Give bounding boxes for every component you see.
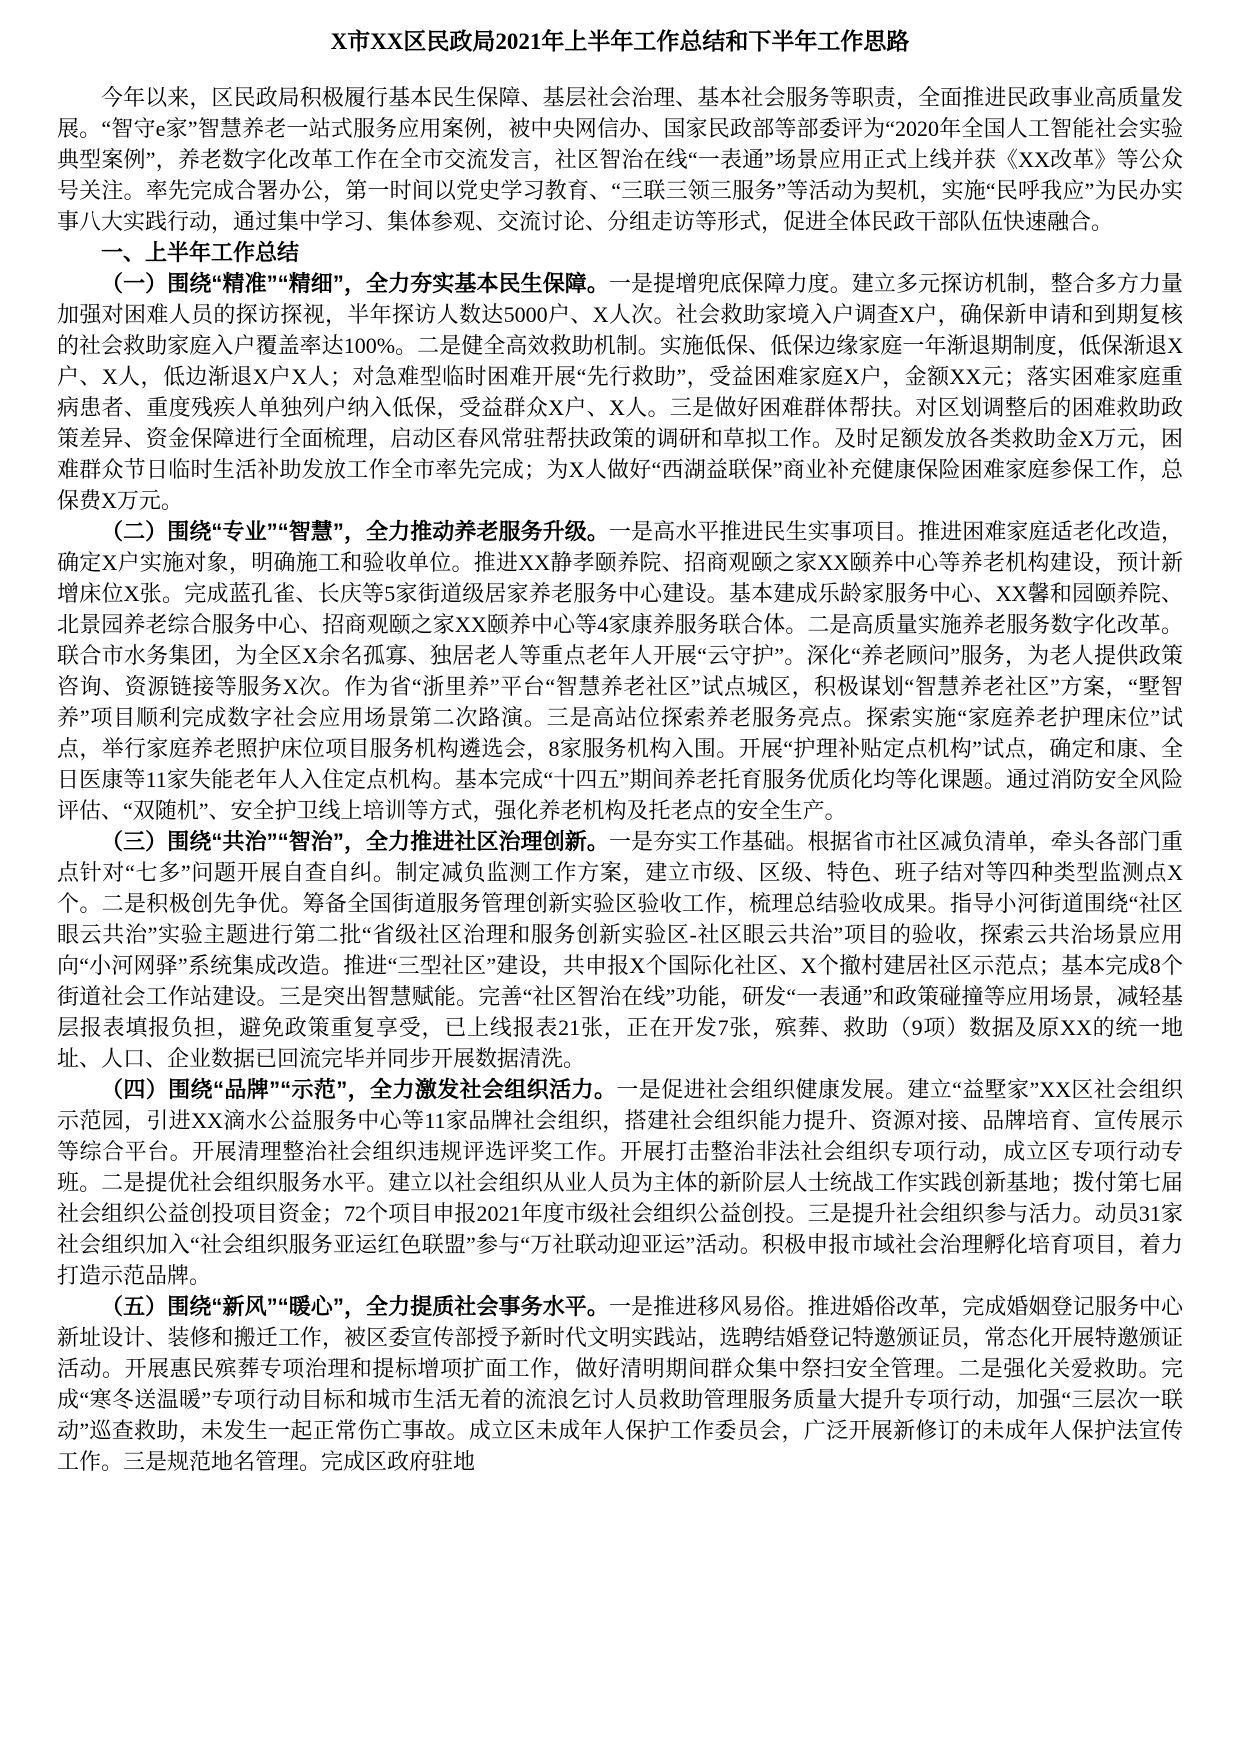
paragraph-body-1: 一是提增兜底保障力度。建立多元探访机制，整合多方力量加强对困难人员的探访探视，半年探访人数达5000户、X人次。社会救助家境入户调查X户，确保新申请和到期复核的社会救助家庭入户覆盖率达100%。二是健全高效救助机制。实施低保、低保边缘家庭一年渐退期制度，低保渐退X户、X人，低边渐退X户X人；对急难型临时困难开展“先行救助”，受益困难家庭X户，金额XX元；落实困难家庭重病患者、重度残疾人单独列户纳入低保，受益群众X户、X人。三是做好困难群体帮扶。对区划调整后的困难救助政策差异、资金保障进行全面梳理，启动区春风常驻帮扶政策的调研和草拟工作。及时足额发放各类救助金X万元，困难群众节日临时生活补助发放工作全市率先完成；为X人做好“西湖益联保”商业补充健康保险困难家庭参保工作，总保费X万元。 <box>57 271 1183 513</box>
paragraph-item-5 <box>57 1291 1183 1477</box>
paragraph-item-1 <box>57 268 1183 516</box>
paragraph-lead-2: （二）围绕“专业”“智慧”，全力推动养老服务升级。 <box>101 519 609 544</box>
paragraph-body-2: 一是高水平推进民生实事项目。推进困难家庭适老化改造，确定X户实施对象，明确施工和验收单位。推进XX静孝颐养院、招商观颐之家XX颐养中心等养老机构建设，预计新增床位X张。完成蓝孔雀、长庆等5家街道级居家养老服务中心建设。基本建成乐龄家服务中心、XX馨和园颐养院、北景园养老综合服务中心、招商观颐之家XX颐养中心等4家康养服务联合体。二是高质量实施养老服务数字化改革。联合市水务集团，为全区X余名孤寡、独居老人等重点老年人开展“云守护”。深化“养老顾问”服务，为老人提供政策咨询、资源链接等服务X次。作为省“浙里养”平台“智慧养老社区”试点城区，积极谋划“智慧养老社区”方案，“墅智养”项目顺利完成数字社会应用场景第二次路演。三是高站位探索养老服务亮点。探索实施“家庭养老护理床位”试点，举行家庭养老照护床位项目服务机构遴选会，8家服务机构入围。开展“护理补贴定点机构”试点，确定和康、全日医康等11家失能老年人入住定点机构。基本完成“十四五”期间养老托育服务优质化均等化课题。通过消防安全风险评估、“双随机”、安全护卫线上培训等方式，强化养老机构及托老点的安全生产。 <box>57 519 1183 823</box>
paragraph-item-4 <box>57 1074 1183 1291</box>
section-heading-part1: 一、上半年工作总结 <box>101 240 300 265</box>
paragraph-item-2 <box>57 516 1183 826</box>
paragraph-lead-4: （四）围绕“品牌”“示范”，全力激发社会组织活力。 <box>101 1077 617 1102</box>
paragraph-body-3: 一是夯实工作基础。根据省市社区减负清单，牵头各部门重点针对“七多”问题开展自查自纠。制定减负监测工作方案，建立市级、区级、特色、班子结对等四种类型监测点X个。二是积极创先争优。筹备全国街道服务管理创新实验区验收工作，梳理总结验收成果。指导小河街道围绕“社区眼云共治”实验主题进行第二批“省级社区治理和服务创新实验区-社区眼云共治”项目的验收，探索云共治场景应用向“小河网驿”系统集成改造。推进“三型社区”建设，共申报X个国际化社区、X个撤村建居社区示范点；基本完成8个街道社会工作站建设。三是突出智慧赋能。完善“社区智治在线”功能，研发“一表通”和政策碰撞等应用场景，减轻基层报表填报负担，避免政策重复享受，已上线报表21张，正在开发7张，殡葬、救助（9项）数据及原XX的统一地址、人口、企业数据已回流完毕并同步开展数据清洗。 <box>57 829 1183 1071</box>
paragraph-body-5: 一是推进移风易俗。推进婚俗改革，完成婚姻登记服务中心新址设计、装修和搬迁工作，被区委宣传部授予新时代文明实践站，选聘结婚登记特邀颁证员，常态化开展特邀颁证活动。开展惠民殡葬专项治理和提标增项扩面工作，做好清明期间群众集中祭扫安全管理。二是强化关爱救助。完成“寒冬送温暖”专项行动目标和城市生活无着的流浪乞讨人员救助管理服务质量大提升专项行动，加强“三层次一联动”巡查救助，未发生一起正常伤亡事故。成立区未成年人保护工作委员会，广泛开展新修订的未成年人保护法宣传工作。三是规范地名管理。完成区政府驻地 <box>57 1294 1183 1474</box>
paragraph-lead-5: （五）围绕“新风”“暖心”，全力提质社会事务水平。 <box>101 1294 609 1319</box>
intro-paragraph: 今年以来，区民政局积极履行基本民生保障、基层社会治理、基本社会服务等职责，全面推进民政事业高质量发展。“智守e家”智慧养老一站式服务应用案例，被中央网信办、国家民政部等部委评为“2020年全国人工智能社会实验典型案例”，养老数字化改革工作在全市交流发言，社区智治在线“一表通”场景应用正式上线并获《XX改革》等公众号关注。率先完成合署办公，第一时间以党史学习教育、“三联三领三服务”等活动为契机，实施“民呼我应”为民办实事八大实践行动，通过集中学习、集体参观、交流讨论、分组走访等形式，促进全体民政干部队伍快速融合。 <box>57 85 1183 234</box>
paragraph-lead-3: （三）围绕“共治”“智治”，全力推进社区治理创新。 <box>101 829 609 854</box>
document-title: X市XX区民政局2021年上半年工作总结和下半年工作思路 <box>330 29 910 54</box>
paragraph-body-4: 一是促进社会组织健康发展。建立“益墅家”XX区社会组织示范园，引进XX滴水公益服务中心等11家品牌社会组织，搭建社会组织能力提升、资源对接、品牌培育、宣传展示等综合平台。开展清理整治社会组织违规评选评奖工作。开展打击整治非法社会组织专项行动，成立区专项行动专班。二是提优社会组织服务水平。建立以社会组织从业人员为主体的新阶层人士统战工作实践创新基地；拨付第七届社会组织公益创投项目资金；72个项目申报2021年度市级社会组织公益创投。三是提升社会组织参与活力。动员31家社会组织加入“社会组织服务亚运红色联盟”参与“万社联动迎亚运”活动。积极申报市域社会治理孵化培育项目，着力打造示范品牌。 <box>57 1077 1183 1288</box>
paragraph-item-3 <box>57 826 1183 1074</box>
paragraph-lead-1: （一）围绕“精准”“精细”，全力夯实基本民生保障。 <box>101 271 609 296</box>
